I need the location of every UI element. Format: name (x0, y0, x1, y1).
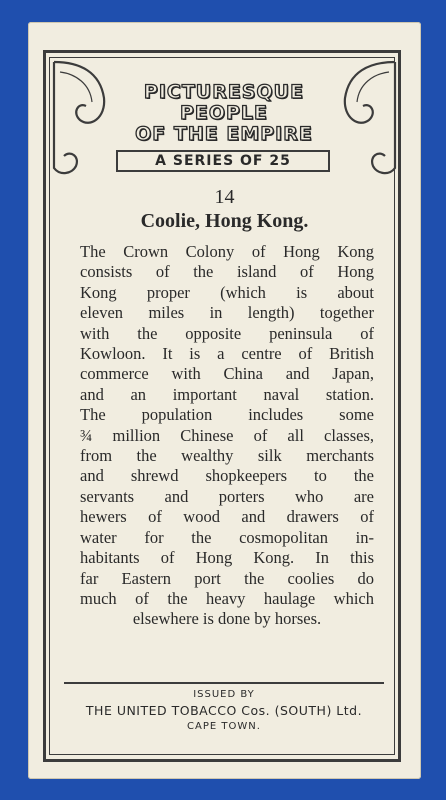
company-city: CAPE TOWN. (187, 721, 261, 732)
cigarette-card (28, 22, 421, 779)
company-name: THE UNITED TOBACCO Cos. (SOUTH) Ltd. (85, 703, 363, 718)
description-line: eleven miles in length) together (80, 303, 374, 323)
description-line: The population includes some (80, 405, 374, 425)
description-line: Kowloon. It is a centre of British (80, 344, 374, 364)
description-line: Kong proper (which is about (80, 282, 374, 302)
description-line: commerce with China and Japan, (80, 364, 374, 384)
issued-by-label: ISSUED BY (193, 689, 255, 700)
header-line-3: OF THE EMPIRE (135, 123, 313, 145)
description-line: hewers of wood and drawers of (80, 507, 374, 527)
description-line: much of the heavy haulage which (80, 588, 374, 608)
description-line: water for the cosmopolitan in- (80, 527, 374, 547)
description-line: from the wealthy silk merchants (80, 446, 374, 466)
description-line: consists of the island of Hong (80, 262, 374, 282)
description-line: elsewhere is done by horses. (132, 609, 322, 629)
description-line: and shrewd shopkeepers to the (80, 466, 374, 486)
description-line: servants and porters who are (80, 486, 374, 506)
card-footer (64, 688, 384, 734)
description-line: and an important naval station. (80, 384, 374, 404)
description-line: habitants of Hong Kong. In this (80, 548, 374, 568)
card-title: Coolie, Hong Kong. (140, 210, 309, 232)
header-line-2: PEOPLE (179, 102, 269, 124)
card-header (98, 82, 350, 145)
description-line: ¾ million Chinese of all classes, (80, 425, 374, 445)
description (80, 242, 374, 630)
card-number: 14 (214, 186, 235, 208)
description-line: The Crown Colony of Hong Kong (80, 242, 374, 261)
description-line: far Eastern port the coolies do (80, 568, 374, 588)
header-line-1: PICTURESQUE (143, 81, 305, 103)
footer-divider (64, 682, 384, 684)
description-line: with the opposite peninsula of (80, 323, 374, 343)
series-label: A SERIES OF 25 (116, 150, 330, 172)
